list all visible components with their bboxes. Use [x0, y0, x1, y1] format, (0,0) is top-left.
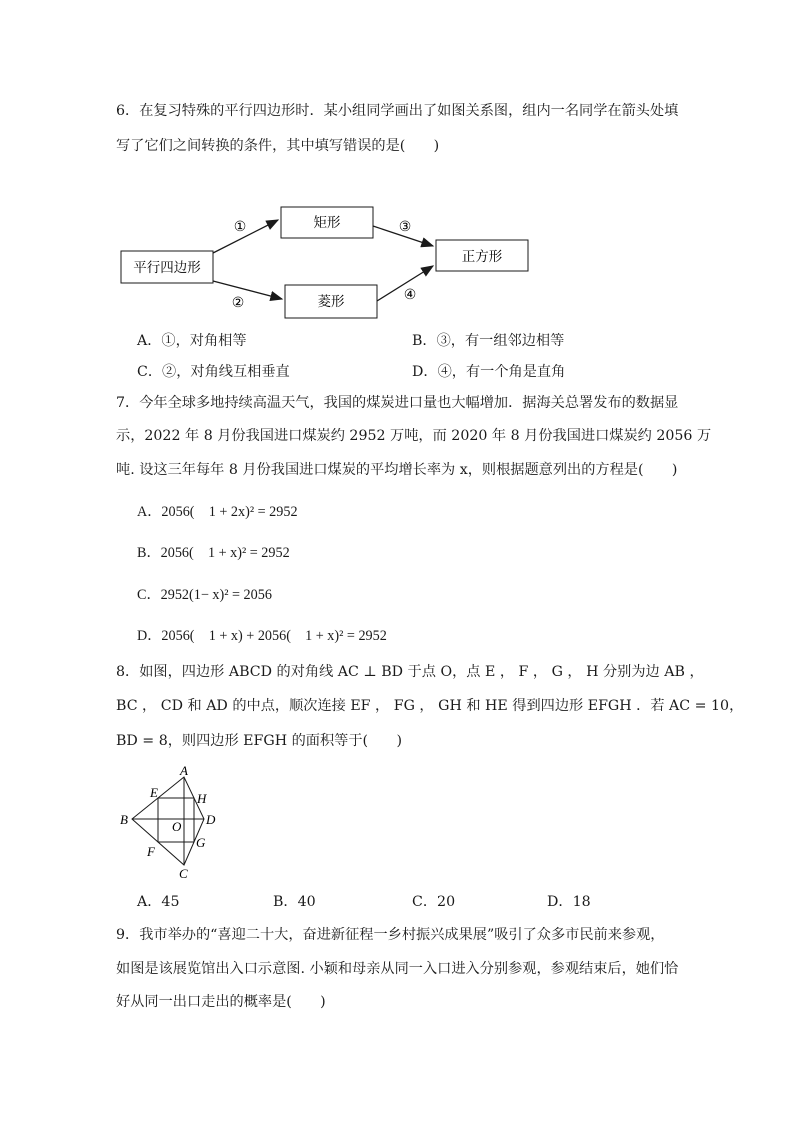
q8-option-a: A．45 [137, 894, 180, 910]
box-rectangle-label: 矩形 [313, 215, 341, 231]
arrow-2 [213, 281, 282, 299]
q6-option-c: C．②，对角线互相垂直 [137, 364, 290, 380]
label-e: E [150, 785, 158, 800]
label-d: D [206, 812, 216, 827]
mark-3: ③ [398, 219, 412, 235]
q7-option-d: D．2056( 1 + x) + 2056( 1 + x)² = 2952 [137, 628, 387, 644]
q8-stem-line1: 8．如图，四边形 ABCD 的对角线 AC ⊥ BD 于点 O，点 E ， F ， G ， H 分别为边 AB ， [116, 664, 704, 680]
q6-stem-line1: 6．在复习特殊的平行四边形时．某小组同学画出了如图关系图，组内一名同学在箭头处填 [116, 103, 679, 119]
q7-stem-line1: 7．今年全球多地持续高温天气，我国的煤炭进口量也大幅增加．据海关总署发布的数据显 [116, 395, 679, 411]
q9-stem-line3: 好从同一出口走出的概率是( ) [116, 994, 326, 1010]
mark-4: ④ [403, 287, 417, 303]
q8-quadrilateral-figure [112, 764, 222, 882]
label-c: C [179, 866, 188, 881]
quad-abcd [132, 777, 204, 865]
q8-option-d: D．18 [547, 894, 591, 910]
label-o: O [172, 819, 182, 834]
q8-option-b: B．40 [273, 894, 316, 910]
label-g: G [196, 835, 206, 850]
q8-stem-line3: BD = 8，则四边形 EFGH 的面积等于( ) [116, 733, 402, 749]
q7-option-b: B．2056( 1 + x)² = 2952 [137, 545, 290, 561]
q6-option-d: D．④，有一个角是直角 [412, 364, 566, 380]
label-h: H [197, 791, 207, 806]
q7-option-c: C．2952(1− x)² = 2056 [137, 587, 272, 603]
label-b: B [120, 812, 128, 827]
q8-option-c: C．20 [412, 894, 456, 910]
label-a: A [180, 764, 188, 778]
q7-stem-line2: 示，2022 年 8 月份我国进口煤炭约 2952 万吨，而 2020 年 8 月份我国进口煤炭约 2056 万 [116, 428, 712, 444]
mark-2: ② [231, 295, 245, 311]
q6-stem-line2: 写了它们之间转换的条件，其中填写错误的是( ) [116, 138, 440, 154]
label-f: F [147, 844, 155, 859]
q9-stem-line2: 如图是该展览馆出入口示意图. 小颖和母亲从同一入口进入分别参观，参观结束后，她们恰 [116, 961, 679, 977]
q9-stem-line1: 9．我市举办的“喜迎二十大，奋进新征程一乡村振兴成果展”吸引了众多市民前来参观， [116, 927, 665, 943]
q7-option-a: A．2056( 1 + 2x)² = 2952 [137, 504, 298, 520]
q7-stem-line3: 吨. 设这三年每年 8 月份我国进口煤炭的平均增长率为 x，则根据题意列出的方程是( ) [116, 462, 678, 478]
box-rhombus-label: 菱形 [317, 294, 345, 310]
box-parallelogram-label: 平行四边形 [133, 260, 201, 276]
q6-option-b: B．③，有一组邻边相等 [412, 333, 565, 349]
mark-1: ① [233, 219, 247, 235]
q6-relationship-diagram [0, 0, 794, 340]
q6-option-a: A．①，对角相等 [137, 333, 247, 349]
box-square-label: 正方形 [461, 249, 503, 265]
q8-stem-line2: BC ， CD 和 AD 的中点，顺次连接 EF ， FG ， GH 和 HE 得到四边形 EFGH ．若 AC = 10， [116, 698, 744, 714]
